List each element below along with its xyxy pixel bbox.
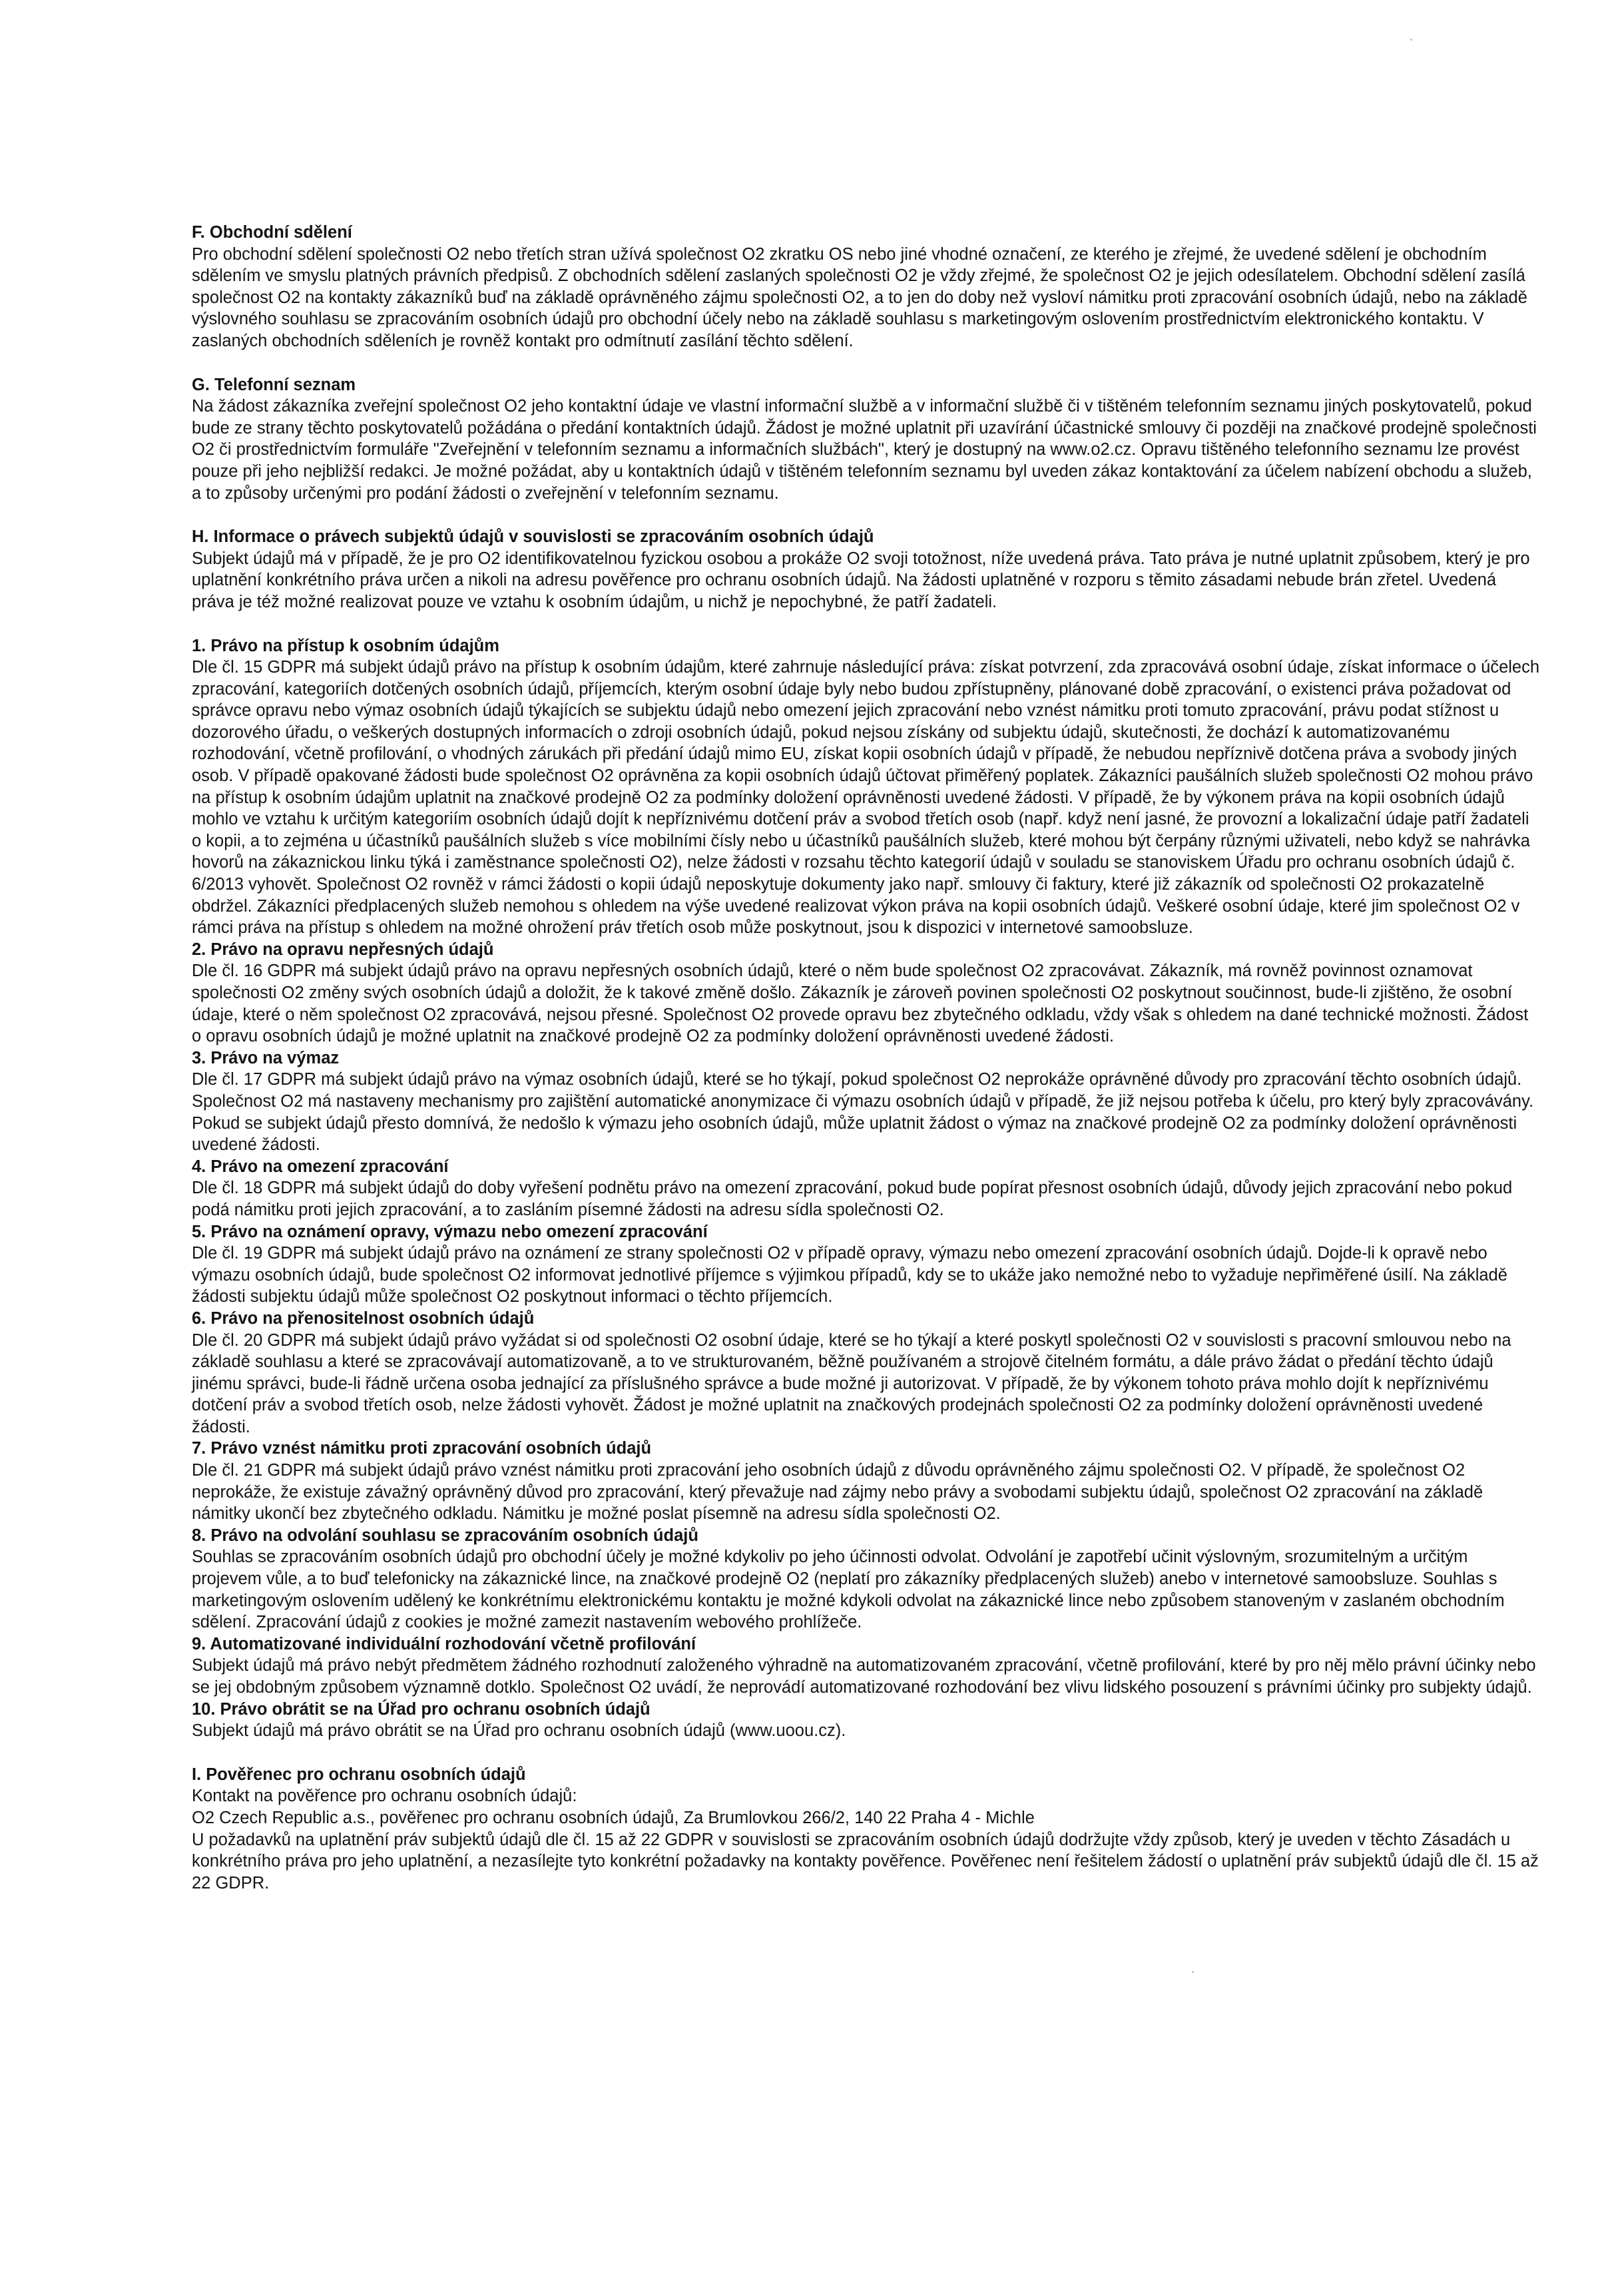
right-heading: 3. Právo na výmaz [192,1048,340,1067]
section-g [192,374,1541,505]
right-text: Dle čl. 17 GDPR má subjekt údajů právo na výmaz osobních údajů, které se ho týkají, pokud společnost O2 neprokáže oprávněné důvody pro zpracování těchto osobních údajů. Společnost O2 má nastaveny mechanismy pro zajištění automatické anonymizace či výmazu osobních údajů v případě, že již nejsou potřeba k účelu, pro který byly zpracovávány. Pokud se subjekt údajů přesto domnívá, že nedošlo k výmazu jeho osobních údajů, může uplatnit žádost o výmaz na značkové prodejně O2 za podmínky doložení oprávněnosti uvedené žádosti. [192,1070,1534,1155]
right-text: Dle čl. 19 GDPR má subjekt údajů právo na oznámení ze strany společnosti O2 v případě opravy, výmazu nebo omezení zpracování osobních údajů. Dojde-li k opravě nebo výmazu osobních údajů, bude společnost O2 informovat jednotlivé příjemce s výjimkou případů, kdy se to ukáže jako nemožné nebo to vyžaduje nepřiměřené úsilí. Na základě žádosti subjektu údajů může společnost O2 poskytnout informaci o těchto příjemcích. [192,1244,1507,1306]
right-item [192,1699,1541,1742]
right-heading: 6. Právo na přenositelnost osobních údajů [192,1308,535,1328]
scan-speck [1410,39,1412,41]
section-heading: I. Pověřenec pro ochranu osobních údajů [192,1765,526,1784]
right-text: Subjekt údajů má právo obrátit se na Úřad pro ochranu osobních údajů (www.uoou.cz). [192,1721,846,1741]
right-heading: 2. Právo na opravu nepřesných údajů [192,940,494,959]
right-text: Subjekt údajů má právo nebýt předmětem žádného rozhodnutí založeného výhradně na automatizovaném zpracování, včetně profilování, které by pro něj mělo právní účinky nebo se jej obdobným způsobem významně dotklo. Společnost O2 uvádí, že neprovádí automatizované rozhodování bez vlivu lidského posouzení s právními účinky pro subjekty údajů. [192,1656,1536,1697]
right-heading: 7. Právo vznést námitku proti zpracování osobních údajů [192,1439,652,1458]
section-paragraph: U požadavků na uplatnění práv subjektů údajů dle čl. 15 až 22 GDPR v souvislosti se zpracováním osobních údajů dodržujte vždy způsob, který je uveden v těchto Zásadách u konkrétního práva pro jeho uplatnění, a nezasílejte tyto konkrétní požadavky na kontakty pověřence. Pověřenec není řešitelem žádostí o uplatnění práv subjektů údajů dle čl. 15 až 22 GDPR. [192,1830,1539,1892]
right-heading: 5. Právo na oznámení opravy, výmazu nebo omezení zpracování [192,1222,708,1241]
section-paragraph: Na žádost zákazníka zveřejní společnost O2 jeho kontaktní údaje ve vlastní informační službě a v informační službě či v tištěném telefonním seznamu jiných poskytovatelů, pokud bude ze strany těchto poskytovatelů požádána o předání kontaktních údajů. Žádost je možné uplatnit při uzavírání účastnické smlouvy či později na značkové prodejně společnosti O2 či prostřednictvím formuláře "Zveřejnění v telefonním seznamu a informačních službách", který je dostupný na www.o2.cz. Opravu tištěného telefonního seznamu lze provést pouze při jeho nejbližší redakci. Je možné požádat, aby u kontaktních údajů v tištěném telefonním seznamu byl uveden zákaz kontaktování za účelem nabízení obchodu a služeb, a to způsoby určenými pro podání žádosti o zveřejnění v telefonním seznamu. [192,397,1537,503]
document-body [192,222,1541,1894]
scan-speck [1192,1971,1194,1973]
right-heading: 10. Právo obrátit se na Úřad pro ochranu osobních údajů [192,1699,651,1719]
right-heading: 4. Právo na omezení zpracování [192,1157,449,1176]
right-item [192,1633,1541,1699]
right-item [192,939,1541,1047]
section-h [192,526,1541,613]
section-i [192,1764,1541,1894]
right-text: Dle čl. 21 GDPR má subjekt údajů právo vznést námitku proti zpracování jeho osobních údajů z důvodu oprávněného zájmu společnosti O2. V případě, že společnost O2 neprokáže, že existuje závažný oprávněný důvod pro zpracování, který převažuje nad zájmy nebo právy a svobodami subjektu údajů, společnost O2 zpracování na základě námitky ukončí bez zbytečného odkladu. Námitku je možné poslat písemně na adresu sídla společnosti O2. [192,1461,1483,1524]
right-text: Dle čl. 18 GDPR má subjekt údajů do doby vyřešení podnětu právo na omezení zpracování, pokud bude popírat přesnost osobních údajů, důvody jejich zpracování nebo pokud podá námitku proti jejich zpracování, a to zasláním písemné žádosti na adresu sídla společnosti O2. [192,1179,1513,1219]
rights-list [192,635,1541,1742]
section-heading: G. Telefonní seznam [192,375,356,394]
right-item [192,1221,1541,1308]
right-text: Dle čl. 15 GDPR má subjekt údajů právo na přístup k osobním údajům, které zahrnuje následující práva: získat potvrzení, zda zpracovává osobní údaje, získat informace o účelech zpracování, kategoriích dotčených osobních údajů, příjemcích, kterým osobní údaje byly nebo budou zpřístupněny, plánované době zpracování, o existenci práva požadovat od správce opravu nebo výmaz osobních údajů týkajících se subjektu údajů nebo omezení jejich zpracování nebo vznést námitku proti tomuto zpracování, právu podat stížnost u dozorového úřadu, o veškerých dostupných informacích o zdroji osobních údajů, pokud nejsou získány od subjektu údajů, skutečnosti, že dochází k automatizovanému rozhodování, včetně profilování, o vhodných zárukách při předání údajů mimo EU, získat kopii osobních údajů v případě, že nebudou nepříznivě dotčena práva a svobody jiných osob. V případě opakované žádosti bude společnost O2 oprávněna za kopii osobních údajů účtovat přiměřený poplatek. Zákazníci paušálních služeb společnosti O2 mohou právo na přístup k osobním údajům uplatnit na značkové prodejně O2 za podmínky doložení oprávněnosti uvedené žádosti. V případě, že by výkonem práva na kopii osobních údajů mohlo ve vztahu k určitým kategoriím osobních údajů dojít k nepříznivému dotčení práv a svobod třetích osob (např. když není jasné, že provozní a lokalizační údaje patří žadateli o kopii, a to zejména u účastníků paušálních služeb s více mobilními čísly nebo u účastníků paušálních služeb, které mohou být čerpány různými uživateli, nebo když se nahrávka hovorů na zákaznickou linku týká i zaměstnance společnosti O2), nelze žádosti v rozsahu těchto kategorií údajů v souladu se stanoviskem Úřadu pro ochranu osobních údajů č. 6/2013 vyhovět. Společnost O2 rovněž v rámci žádosti o kopii údajů neposkytuje dokumenty jako např. smlouvy či faktury, které již zákazník od společnosti O2 prokazatelně obdržel. Zákazníci předplacených služeb nemohou s ohledem na výše uvedené realizovat výkon práva na kopii osobních údajů. Veškeré osobní údaje, které jim společnost O2 v rámci práva na přístup s ohledem na možné ohrožení práv třetích osob může poskytnout, jsou k dispozici v internetové samoobsluze. [192,658,1540,938]
section-heading: H. Informace o právech subjektů údajů v souvislosti se zpracováním osobních údajů [192,527,874,547]
dpo-address: O2 Czech Republic a.s., pověřenec pro ochranu osobních údajů, Za Brumlovkou 266/2, 140 22 Praha 4 - Michle [192,1808,1035,1827]
right-item [192,1308,1541,1438]
right-heading: 8. Právo na odvolání souhlasu se zpracováním osobních údajů [192,1526,698,1545]
right-item [192,635,1541,939]
section-paragraph: Pro obchodní sdělení společnosti O2 nebo třetích stran užívá společnost O2 zkratku OS nebo jiné vhodné označení, ze kterého je zřejmé, že uvedené sdělení je obchodním sdělením ve smyslu platných právních předpisů. Z obchodních sdělení zaslaných společnosti O2 je vždy zřejmé, že společnost O2 je jejich odesílatelem. Obchodní sdělení zasílá společnost O2 na kontakty zákazníků buď na základě oprávněného zájmu společnosti O2, a to jen do doby než vysloví námitku proti zpracování osobních údajů, nebo na základě výslovného souhlasu se zpracováním osobních údajů pro obchodní účely nebo na základě souhlasu s marketingovým oslovením prostřednictvím elektronického kontaktu. V zaslaných obchodních sděleních je rovněž kontakt pro odmítnutí zasílání těchto sdělení. [192,244,1527,350]
right-item [192,1047,1541,1156]
right-item [192,1438,1541,1524]
dpo-contact-label: Kontakt na pověřence pro ochranu osobních údajů: [192,1787,577,1806]
right-item [192,1156,1541,1221]
right-text: Souhlas se zpracováním osobních údajů pro obchodní účely je možné kdykoliv po jeho účinnosti odvolat. Odvolání je zapotřebí učinit výslovným, srozumitelným a určitým projevem vůle, a to buď telefonicky na zákaznické lince, na značkové prodejně O2 (neplatí pro zákazníky předplacených služeb) anebo v internetové samoobsluze. Souhlas s marketingovým oslovením udělený ke konkrétnímu elektronickému kontaktu je možné kdykoli odvolat na zákaznické lince nebo způsobem stanoveným v zaslaném obchodním sdělení. Zpracování údajů z cookies je možné zamezit nastavením webového prohlížeče. [192,1548,1505,1632]
right-heading: 1. Právo na přístup k osobním údajům [192,636,499,655]
section-f [192,222,1541,352]
right-text: Dle čl. 20 GDPR má subjekt údajů právo vyžádat si od společnosti O2 osobní údaje, které se ho týkají a které poskytl společnosti O2 v souvislosti s pracovní smlouvou nebo na základě souhlasu a které se zpracovávají automatizovaně, a to ve strukturovaném, běžně používaném a strojově čitelném formátu, a dále právo žádat o předání těchto údajů jinému správci, bude-li řádně určena osoba jednající za příslušného správce a bude možné ji autorizovat. V případě, že by výkonem tohoto práva mohlo dojít k nepříznivému dotčení práv a svobod třetích osob, nelze žádosti vyhovět. Žádost je možné uplatnit na značkových prodejnách společnosti O2 za podmínky doložení oprávněnosti uvedené žádosti. [192,1330,1511,1436]
right-text: Dle čl. 16 GDPR má subjekt údajů právo na opravu nepřesných osobních údajů, které o něm bude společnost O2 zpracovávat. Zákazník, má rovněž povinnost oznamovat společnosti O2 změny svých osobních údajů a doložit, že k takové změně došlo. Zákazník je zároveň povinen společnosti O2 poskytnout součinnost, bude-li zjištěno, že osobní údaje, které o něm společnost O2 zpracovává, nejsou přesné. Společnost O2 provede opravu bez zbytečného odkladu, vždy však s ohledem na dané technické možnosti. Žádost o opravu osobních údajů je možné uplatnit na značkové prodejně O2 za podmínky doložení oprávněnosti uvedené žádosti. [192,962,1529,1046]
section-heading: F. Obchodní sdělení [192,223,352,242]
section-paragraph: Subjekt údajů má v případě, že je pro O2 identifikovatelnou fyzickou osobou a prokáže O2 svoji totožnost, níže uvedená práva. Tato práva je nutné uplatnit způsobem, který je pro uplatnění konkrétního práva určen a nikoli na adresu pověřence pro ochranu osobních údajů. Na žádosti uplatněné v rozporu s těmito zásadami nebude brán zřetel. Uvedená práva je též možné realizovat pouze ve vztahu k osobním údajům, u nichž je nepochybné, že patří žadateli. [192,549,1530,611]
right-item [192,1525,1541,1633]
right-heading: 9. Automatizované individuální rozhodování včetně profilování [192,1634,696,1653]
